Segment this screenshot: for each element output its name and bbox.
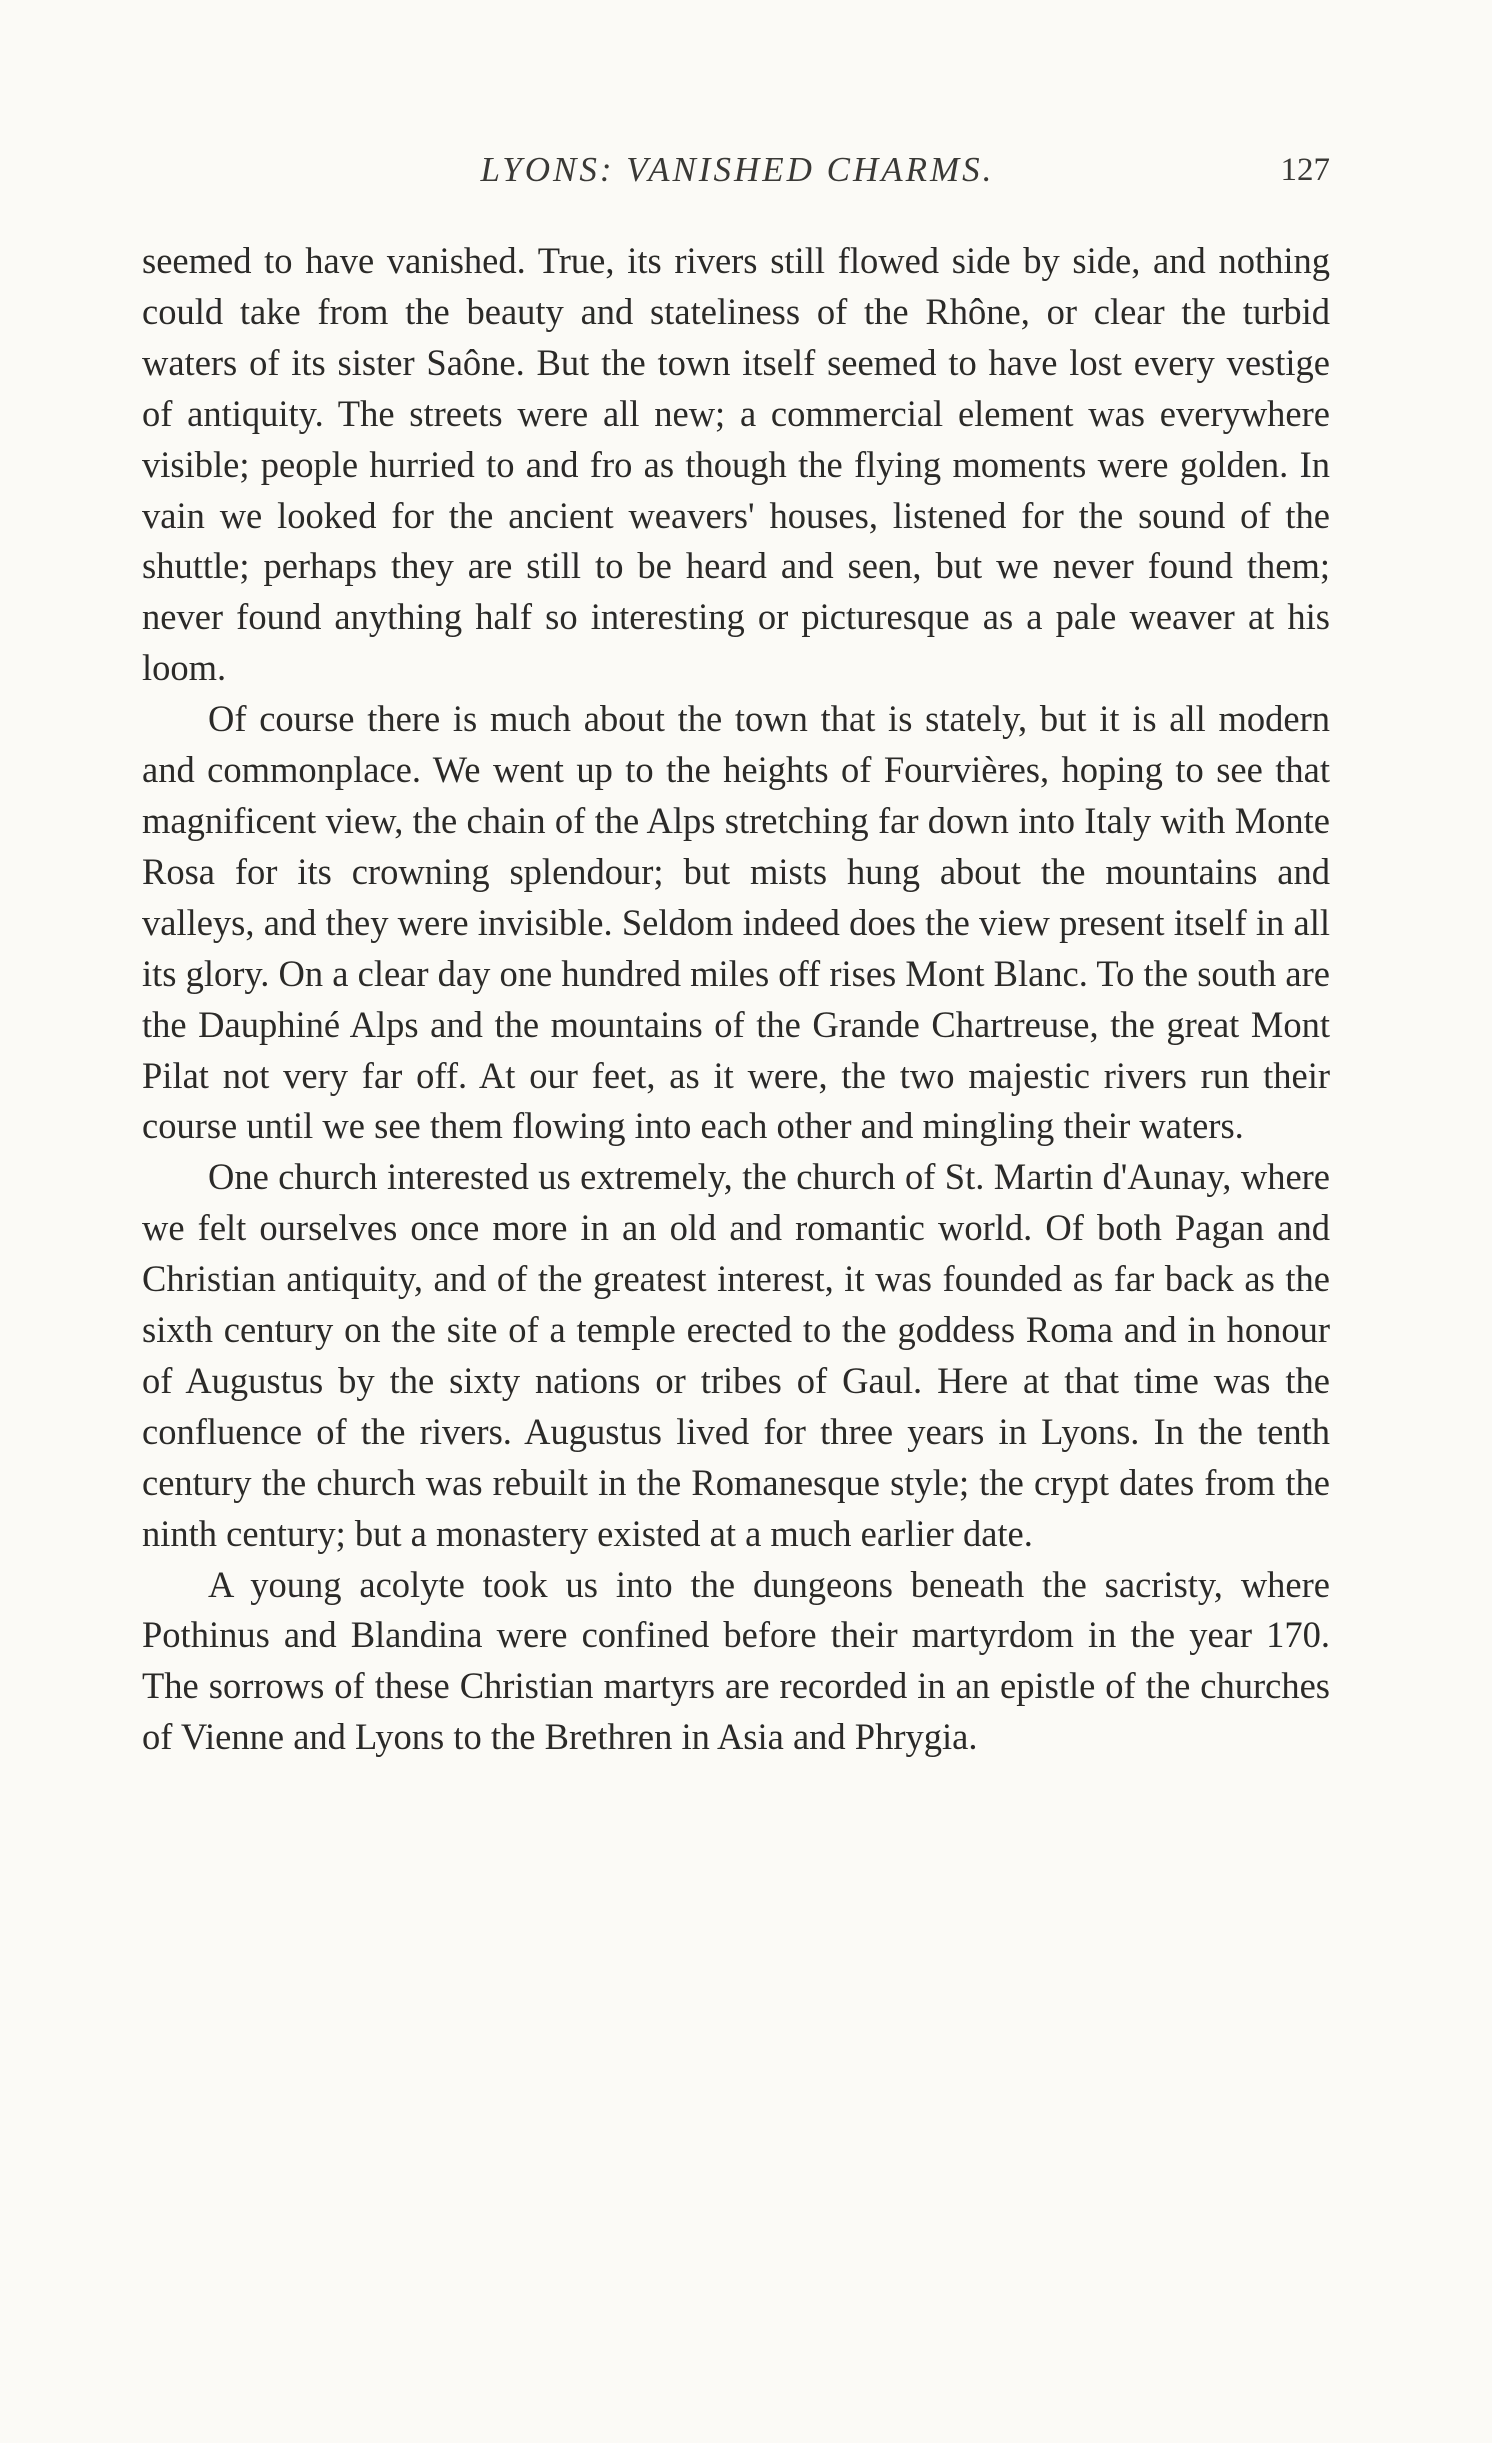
paragraph-4: A young acolyte took us into the dungeons beneath the sacristy, where Pothinus and Blandina were confined before their martyrdom in the year 170. The sorrows of these Christian martyrs are recorded in an epistle of the churches of Vienne and Lyons to the Brethren in Asia and Phrygia. — [142, 1563, 1330, 1758]
running-head — [145, 150, 1330, 200]
running-title: LYONS: VANISHED CHARMS. — [480, 150, 995, 189]
paragraph-1: seemed to have vanished. True, its rivers still flowed side by side, and nothing could take from the beauty and stateliness of the Rhône, or clear the turbid waters of its sister Saône. But the town itself seemed to have lost every vestige of antiquity. The streets were all new; a commercial element was everywhere visible; people hurried to and fro as though the flying moments were golden. In vain we looked for the ancient weavers' houses, listened for the sound of the shuttle; perhaps they are still to be heard and seen, but we never found them; never found anything half so interesting or picturesque as a pale weaver at his loom. — [142, 240, 1330, 689]
paragraph-2: Of course there is much about the town that is stately, but it is all modern and commonplace. We went up to the heights of Fourvières, hoping to see that magnificent view, the chain of the Alps stretching far down into Italy with Monte Rosa for its crowning splendour; but mists hung about the mountains and valleys, and they were invisible. Seldom indeed does the view present itself in all its glory. On a clear day one hundred miles off rises Mont Blanc. To the south are the Dauphiné Alps and the mountains of the Grande Chartreuse, the great Mont Pilat not very far off. At our feet, as it were, the two majestic rivers run their course until we see them flowing into each other and mingling their waters. — [142, 698, 1330, 1147]
body-text — [142, 236, 1330, 1763]
page-number: 127 — [1280, 152, 1330, 188]
paragraph-3: One church interested us extremely, the church of St. Martin d'Aunay, where we felt ourselves once more in an old and romantic world. Of both Pagan and Christian antiquity, and of the greatest interest, it was founded as far back as the sixth century on the site of a temple erected to the goddess Roma and in honour of Augustus by the sixty nations or tribes of Gaul. Here at that time was the confluence of the rivers. Augustus lived for three years in Lyons. In the tenth century the church was rebuilt in the Romanesque style; the crypt dates from the ninth century; but a monastery existed at a much earlier date. — [142, 1156, 1330, 1554]
